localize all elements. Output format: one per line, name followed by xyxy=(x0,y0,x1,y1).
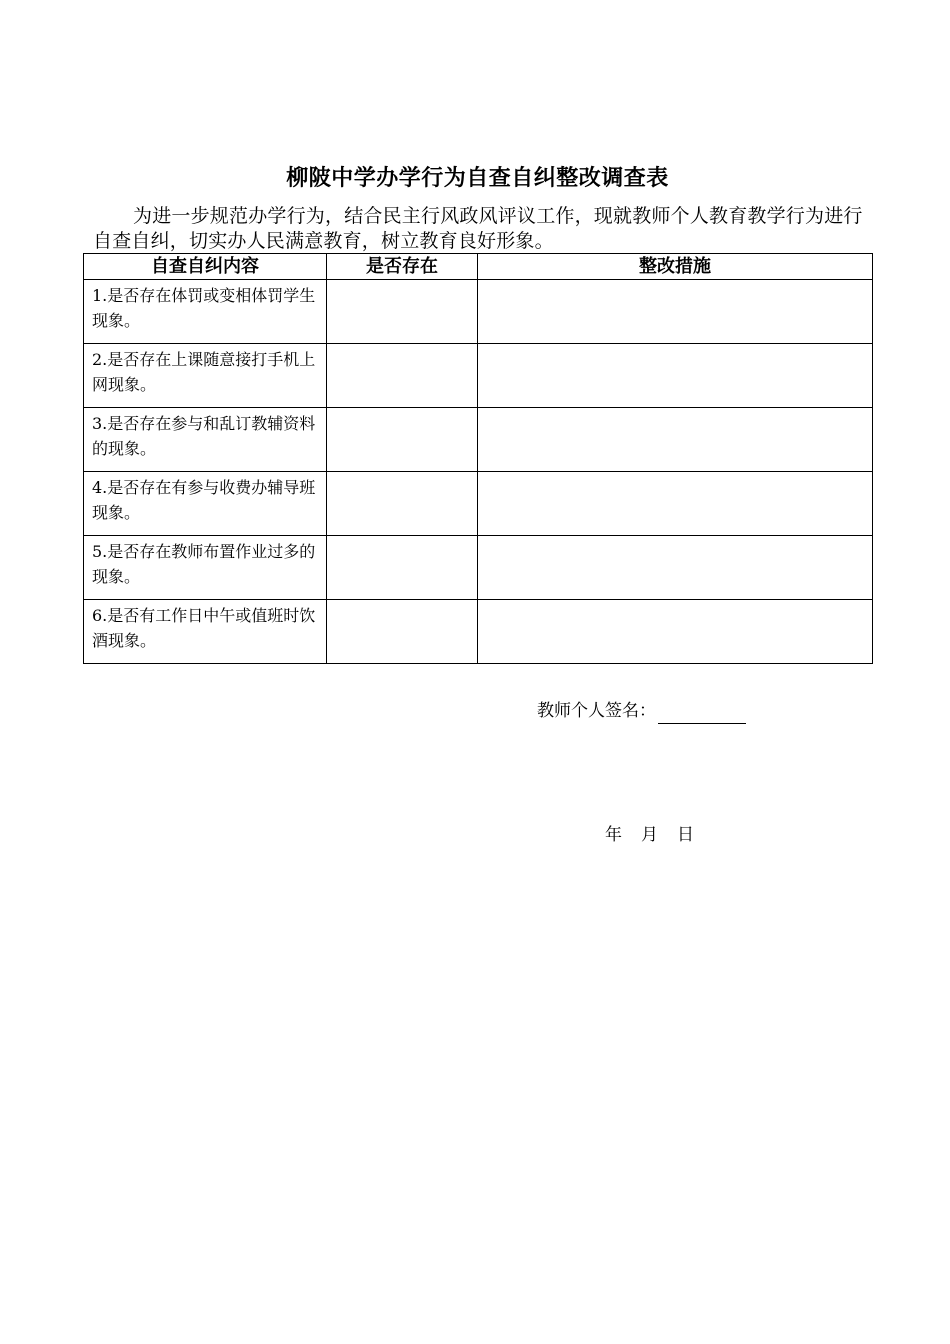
document-title: 柳陂中学办学行为自查自纠整改调查表 xyxy=(286,165,669,191)
self-inspection-table xyxy=(83,253,873,664)
table-row xyxy=(84,408,873,472)
exists-cell[interactable] xyxy=(327,472,478,536)
header-exists: 是否存在 xyxy=(327,254,478,280)
signature-line[interactable] xyxy=(658,705,746,724)
item-cell: 5.是否存在教师布置作业过多的现象。 xyxy=(84,536,327,600)
table-row xyxy=(84,280,873,344)
date-month-label: 月 xyxy=(641,825,658,845)
table-row xyxy=(84,536,873,600)
measures-cell[interactable] xyxy=(478,472,873,536)
item-cell: 1.是否存在体罚或变相体罚学生现象。 xyxy=(84,280,327,344)
exists-cell[interactable] xyxy=(327,280,478,344)
table-row xyxy=(84,600,873,664)
measures-cell[interactable] xyxy=(478,280,873,344)
intro-paragraph: 为进一步规范办学行为，结合民主行风政风评议工作，现就教师个人教育教学行为进行自查自纠，切实办人民满意教育，树立教育良好形象。 xyxy=(93,205,863,252)
table-row xyxy=(84,344,873,408)
measures-cell[interactable] xyxy=(478,600,873,664)
measures-cell[interactable] xyxy=(478,408,873,472)
date-year-label: 年 xyxy=(605,825,622,845)
header-content: 自查自纠内容 xyxy=(84,254,327,280)
signature-label: 教师个人签名： xyxy=(537,701,656,721)
teacher-signature xyxy=(537,698,746,724)
item-cell: 4.是否存在有参与收费办辅导班现象。 xyxy=(84,472,327,536)
exists-cell[interactable] xyxy=(327,536,478,600)
measures-cell[interactable] xyxy=(478,344,873,408)
header-measures: 整改措施 xyxy=(478,254,873,280)
table-row xyxy=(84,472,873,536)
measures-cell[interactable] xyxy=(478,536,873,600)
date-day-label: 日 xyxy=(677,825,694,845)
signature-date xyxy=(605,822,694,848)
item-cell: 2.是否存在上课随意接打手机上网现象。 xyxy=(84,344,327,408)
item-cell: 6.是否有工作日中午或值班时饮酒现象。 xyxy=(84,600,327,664)
exists-cell[interactable] xyxy=(327,600,478,664)
item-cell: 3.是否存在参与和乱订教辅资料的现象。 xyxy=(84,408,327,472)
exists-cell[interactable] xyxy=(327,408,478,472)
exists-cell[interactable] xyxy=(327,344,478,408)
table-header-row xyxy=(84,254,873,280)
